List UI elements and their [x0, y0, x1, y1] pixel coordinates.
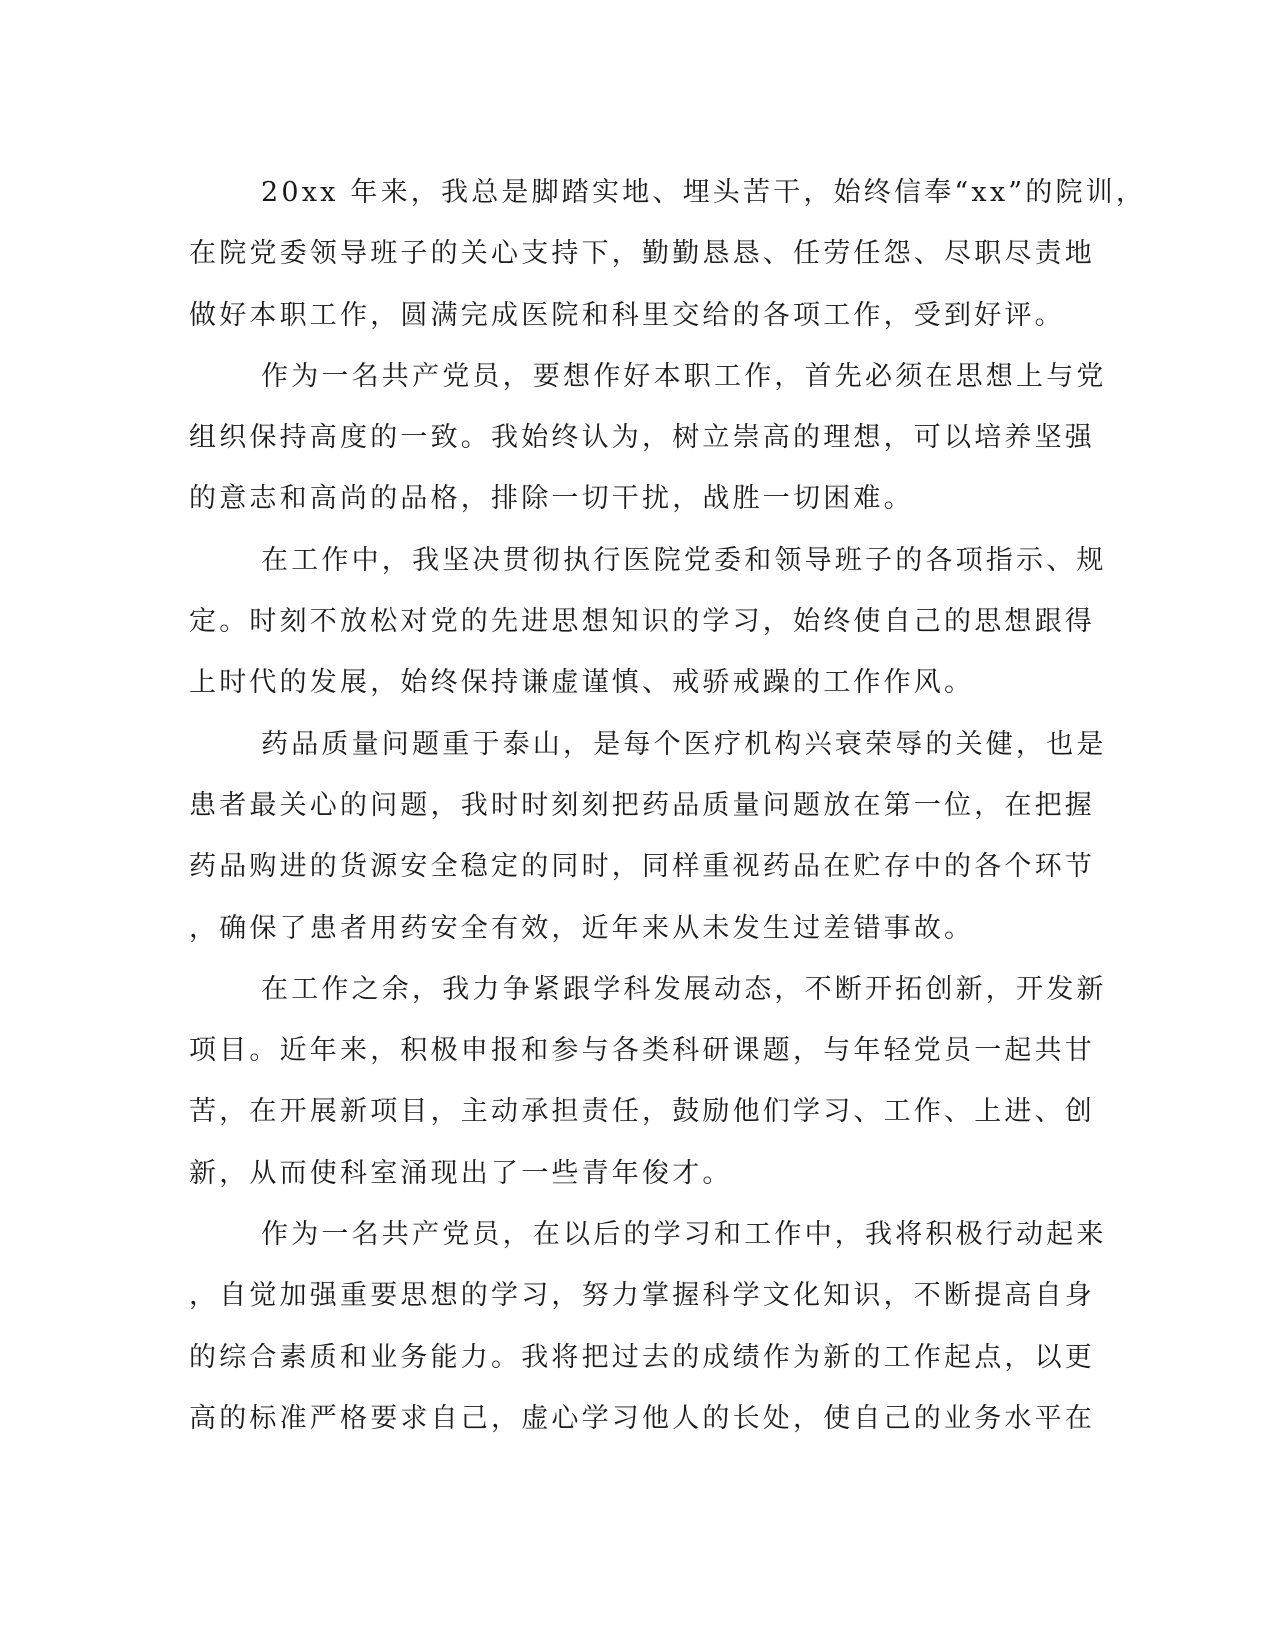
paragraph	[189, 530, 1107, 714]
text-line: 药品购进的货源安全稳定的同时，同样重视药品在贮存中的各个环节	[189, 851, 1095, 883]
paragraph	[189, 959, 1107, 1204]
text-line: 定。时刻不放松对党的先进思想知识的学习，始终使自己的思想跟得	[189, 606, 1095, 638]
text-line: 组织保持高度的一致。我始终认为，树立崇高的理想，可以培养坚强	[189, 422, 1095, 454]
text-line: 在工作之余，我力争紧跟学科发展动态，不断开拓创新，开发新	[261, 973, 1107, 1005]
text-line: 新，从而使科室涌现出了一些青年俊才。	[189, 1157, 733, 1189]
text-line: 患者最关心的问题，我时时刻刻把药品质量问题放在第一位，在把握	[189, 789, 1095, 821]
text-line: 作为一名共产党员，要想作好本职工作，首先必须在思想上与党	[261, 360, 1107, 392]
text-line: ，自觉加强重要思想的学习，努力掌握科学文化知识，不断提高自身	[189, 1280, 1095, 1312]
document-body	[189, 162, 1147, 1449]
text-line: 苦，在开展新项目，主动承担责任，鼓励他们学习、工作、上进、创	[189, 1096, 1095, 1128]
text-line: 的意志和高尚的品格，排除一切干扰，战胜一切困难。	[189, 483, 914, 515]
text-line: 的综合素质和业务能力。我将把过去的成绩作为新的工作起点，以更	[189, 1341, 1095, 1373]
text-line: 项目。近年来，积极申报和参与各类科研课题，与年轻党员一起共甘	[189, 1035, 1095, 1067]
text-line: 做好本职工作，圆满完成医院和科里交给的各项工作，受到好评。	[189, 299, 1065, 331]
text-line: 药品质量问题重于泰山，是每个医疗机构兴衰荣辱的关健，也是	[261, 728, 1107, 760]
paragraph	[189, 1204, 1107, 1449]
text-line: 在工作中，我坚决贯彻执行医院党委和领导班子的各项指示、规	[261, 544, 1107, 576]
text-line: ，确保了患者用药安全有效，近年来从未发生过差错事故。	[189, 912, 975, 944]
text-line: 上时代的发展，始终保持谦虚谨慎、戒骄戒躁的工作作风。	[189, 667, 975, 699]
paragraph	[189, 162, 1147, 346]
text-line: 在院党委领导班子的关心支持下，勤勤恳恳、任劳任怨、尽职尽责地	[189, 238, 1095, 270]
text-line: 20xx 年来，我总是脚踏实地、埋头苦干，始终信奉“xx”的院训，	[261, 177, 1147, 208]
paragraph	[189, 714, 1107, 959]
text-line: 作为一名共产党员，在以后的学习和工作中，我将积极行动起来	[261, 1219, 1107, 1251]
text-line: 高的标准严格要求自己，虚心学习他人的长处，使自己的业务水平在	[189, 1402, 1095, 1434]
paragraph	[189, 346, 1107, 530]
